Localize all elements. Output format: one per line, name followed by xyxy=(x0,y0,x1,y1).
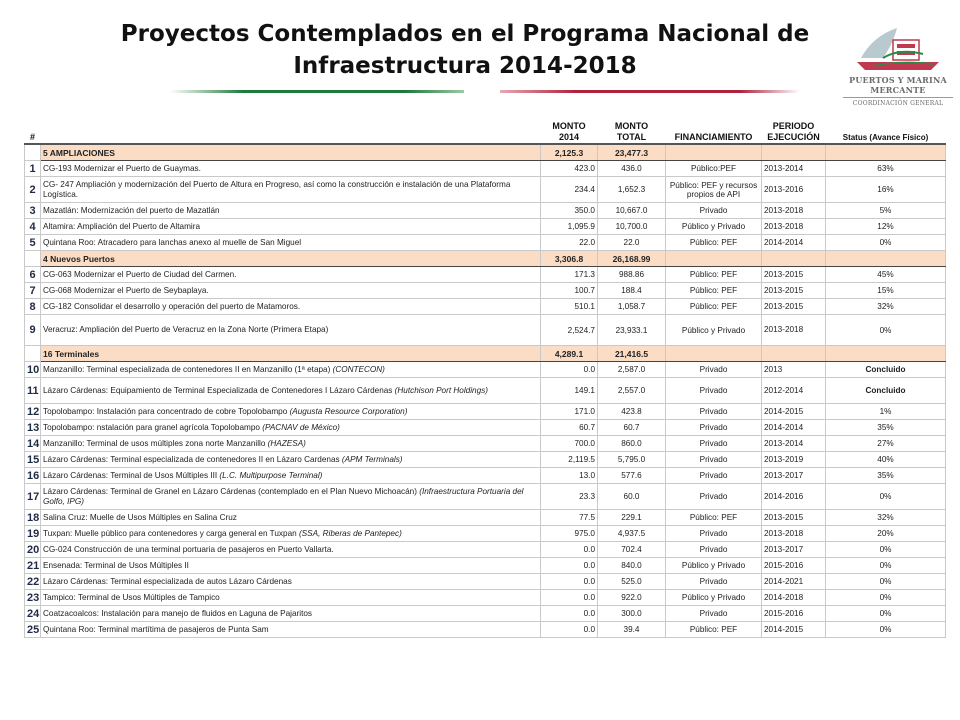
financiamiento-cell: Privado xyxy=(666,420,762,436)
table-header-row xyxy=(25,113,946,144)
monto-total-cell: 60.7 xyxy=(598,420,666,436)
financiamiento-cell: Público y Privado xyxy=(666,315,762,346)
section-monto-2014: 3,306.8 xyxy=(541,251,598,267)
row-number: 23 xyxy=(25,590,41,606)
project-note: (HAZESA) xyxy=(267,438,306,448)
title-line-1: Proyectos Contemplados en el Programa Nacional de xyxy=(120,21,810,47)
section-num-cell xyxy=(25,346,41,362)
project-name xyxy=(41,161,541,177)
status-cell: 20% xyxy=(826,526,946,542)
status-cell: Concluido xyxy=(826,378,946,404)
monto-total-cell: 10,700.0 xyxy=(598,219,666,235)
monto-total-cell: 10,667.0 xyxy=(598,203,666,219)
header-financiamiento: FINANCIAMIENTO xyxy=(666,113,762,144)
status-cell: 35% xyxy=(826,468,946,484)
row-number: 19 xyxy=(25,526,41,542)
section-header-row xyxy=(25,346,946,362)
row-number: 15 xyxy=(25,452,41,468)
project-text: Mazatlán: Modernización del puerto de Mazatlán xyxy=(43,205,220,215)
table-row xyxy=(25,203,946,219)
monto-total-cell: 1,058.7 xyxy=(598,299,666,315)
project-text: Ensenada: Terminal de Usos Múltiples II xyxy=(43,560,189,570)
table-row xyxy=(25,404,946,420)
financiamiento-cell: Privado xyxy=(666,452,762,468)
monto-total-cell: 702.4 xyxy=(598,542,666,558)
project-name xyxy=(41,436,541,452)
projects-table xyxy=(24,113,946,638)
status-cell: 0% xyxy=(826,606,946,622)
status-cell: 0% xyxy=(826,542,946,558)
project-name xyxy=(41,468,541,484)
row-number: 24 xyxy=(25,606,41,622)
monto-total-cell: 5,795.0 xyxy=(598,452,666,468)
monto-2014-cell: 100.7 xyxy=(541,283,598,299)
project-text: Topolobampo: Instalación para concentrado de cobre Topolobampo xyxy=(43,406,290,416)
financiamiento-cell: Público y Privado xyxy=(666,558,762,574)
financiamiento-cell: Público: PEF xyxy=(666,235,762,251)
project-note: (APM Terminals) xyxy=(341,454,403,464)
periodo-cell: 2015-2016 xyxy=(762,606,826,622)
project-text: Quintana Roo: Atracadero para lanchas anexo al muelle de San Miguel xyxy=(43,237,302,247)
periodo-cell: 2013-2015 xyxy=(762,510,826,526)
periodo-cell: 2013-2015 xyxy=(762,267,826,283)
table-row xyxy=(25,510,946,526)
row-number: 7 xyxy=(25,283,41,299)
section-empty-cell xyxy=(826,144,946,161)
status-cell: 0% xyxy=(826,574,946,590)
periodo-cell: 2013-2017 xyxy=(762,468,826,484)
project-text: CG-068 Modernizar el Puerto de Seybaplaya. xyxy=(43,285,209,295)
financiamiento-cell: Público y Privado xyxy=(666,590,762,606)
project-name xyxy=(41,362,541,378)
status-cell: 16% xyxy=(826,177,946,203)
periodo-cell: 2015-2016 xyxy=(762,558,826,574)
monto-2014-cell: 975.0 xyxy=(541,526,598,542)
project-name xyxy=(41,404,541,420)
row-number: 18 xyxy=(25,510,41,526)
financiamiento-cell: Público: PEF xyxy=(666,267,762,283)
table-row xyxy=(25,436,946,452)
table-row xyxy=(25,378,946,404)
monto-total-cell: 436.0 xyxy=(598,161,666,177)
section-header-row xyxy=(25,144,946,161)
header-status: Status (Avance Físico) xyxy=(826,113,946,144)
project-name xyxy=(41,510,541,526)
project-note: (PACNAV de México) xyxy=(262,422,340,432)
monto-2014-cell: 234.4 xyxy=(541,177,598,203)
table-row xyxy=(25,558,946,574)
project-name xyxy=(41,299,541,315)
status-cell: 0% xyxy=(826,235,946,251)
monto-2014-cell: 60.7 xyxy=(541,420,598,436)
periodo-cell: 2013-2018 xyxy=(762,203,826,219)
section-num-cell xyxy=(25,251,41,267)
monto-total-cell: 922.0 xyxy=(598,590,666,606)
status-cell: 40% xyxy=(826,452,946,468)
status-cell: 15% xyxy=(826,283,946,299)
periodo-cell: 2014-2018 xyxy=(762,590,826,606)
project-name xyxy=(41,235,541,251)
header-monto-2014: MONTO 2014 xyxy=(541,113,598,144)
logo-text-3: COORDINACIÓN GENERAL xyxy=(843,97,953,107)
row-number: 10 xyxy=(25,362,41,378)
table-row xyxy=(25,299,946,315)
table-row xyxy=(25,235,946,251)
financiamiento-cell: Privado xyxy=(666,404,762,420)
periodo-cell: 2012-2014 xyxy=(762,378,826,404)
section-empty-cell xyxy=(666,251,762,267)
project-name xyxy=(41,177,541,203)
periodo-cell: 2014-2021 xyxy=(762,574,826,590)
financiamiento-cell: Público: PEF xyxy=(666,283,762,299)
monto-total-cell: 423.8 xyxy=(598,404,666,420)
section-monto-2014: 2,125.3 xyxy=(541,144,598,161)
row-number: 17 xyxy=(25,484,41,510)
monto-2014-cell: 2,524.7 xyxy=(541,315,598,346)
table-row xyxy=(25,420,946,436)
project-text: Tampico: Terminal de Usos Múltiples de Tampico xyxy=(43,592,220,602)
table-row xyxy=(25,315,946,346)
periodo-cell: 2013-2018 xyxy=(762,219,826,235)
project-name xyxy=(41,542,541,558)
periodo-cell: 2013-2017 xyxy=(762,542,826,558)
logo-text-1: PUERTOS Y MARINA xyxy=(849,75,947,85)
financiamiento-cell: Público: PEF xyxy=(666,299,762,315)
project-note: (L.C. Multipurpose Terminal) xyxy=(219,470,323,480)
row-number: 6 xyxy=(25,267,41,283)
project-text: Lázaro Cárdenas: Terminal especializada de contenedores II en Lázaro Cardenas xyxy=(43,454,342,464)
financiamiento-cell: Público y Privado xyxy=(666,219,762,235)
table-row xyxy=(25,526,946,542)
monto-total-cell: 860.0 xyxy=(598,436,666,452)
monto-total-cell: 2,557.0 xyxy=(598,378,666,404)
monto-total-cell: 577.6 xyxy=(598,468,666,484)
monto-total-cell: 300.0 xyxy=(598,606,666,622)
row-number: 12 xyxy=(25,404,41,420)
monto-total-cell: 2,587.0 xyxy=(598,362,666,378)
status-cell: 0% xyxy=(826,590,946,606)
status-cell: 32% xyxy=(826,510,946,526)
project-name xyxy=(41,283,541,299)
monto-2014-cell: 423.0 xyxy=(541,161,598,177)
periodo-cell: 2013-2016 xyxy=(762,177,826,203)
project-text: Lázaro Cárdenas: Terminal de Usos Múltiples III xyxy=(43,470,220,480)
project-text: Manzanillo: Terminal de usos múltiples zona norte Manzanillo xyxy=(43,438,268,448)
row-number: 3 xyxy=(25,203,41,219)
section-title: 4 Nuevos Puertos xyxy=(41,251,541,267)
row-number: 4 xyxy=(25,219,41,235)
project-text: Veracruz: Ampliación del Puerto de Veracruz en la Zona Norte (Primera Etapa) xyxy=(43,325,329,334)
section-empty-cell xyxy=(666,346,762,362)
status-cell: 35% xyxy=(826,420,946,436)
status-cell: 12% xyxy=(826,219,946,235)
table-row xyxy=(25,362,946,378)
status-cell: Concluido xyxy=(826,362,946,378)
financiamiento-cell: Privado xyxy=(666,484,762,510)
section-empty-cell xyxy=(762,144,826,161)
project-name xyxy=(41,606,541,622)
monto-total-cell: 60.0 xyxy=(598,484,666,510)
table-row xyxy=(25,177,946,203)
project-text: Salina Cruz: Muelle de Usos Múltiples en Salina Cruz xyxy=(43,512,237,522)
financiamiento-cell: Privado xyxy=(666,574,762,590)
project-text: Tuxpan: Muelle público para contenedores y carga general en Tuxpan xyxy=(43,528,299,538)
row-number: 9 xyxy=(25,315,41,346)
table-row xyxy=(25,468,946,484)
financiamiento-cell: Público: PEF y recursos propios de API xyxy=(666,177,762,203)
monto-2014-cell: 13.0 xyxy=(541,468,598,484)
section-empty-cell xyxy=(826,251,946,267)
financiamiento-cell: Privado xyxy=(666,468,762,484)
table-row xyxy=(25,219,946,235)
monto-total-cell: 525.0 xyxy=(598,574,666,590)
project-name xyxy=(41,526,541,542)
header-proyecto xyxy=(41,113,541,144)
project-note: (CONTECON) xyxy=(332,364,385,374)
row-number: 11 xyxy=(25,378,41,404)
table-row xyxy=(25,484,946,510)
monto-total-cell: 4,937.5 xyxy=(598,526,666,542)
project-name xyxy=(41,452,541,468)
section-monto-total: 26,168.99 xyxy=(598,251,666,267)
financiamiento-cell: Privado xyxy=(666,542,762,558)
periodo-cell: 2013-2015 xyxy=(762,299,826,315)
status-cell: 63% xyxy=(826,161,946,177)
project-text: CG-063 Modernizar el Puerto de Ciudad del Carmen. xyxy=(43,269,237,279)
periodo-cell: 2013-2018 xyxy=(762,315,826,346)
table-row xyxy=(25,267,946,283)
section-title: 5 AMPLIACIONES xyxy=(41,144,541,161)
section-empty-cell xyxy=(762,251,826,267)
monto-total-cell: 1,652.3 xyxy=(598,177,666,203)
periodo-cell: 2013 xyxy=(762,362,826,378)
red-divider xyxy=(500,90,800,93)
financiamiento-cell: Público:PEF xyxy=(666,161,762,177)
status-cell: 32% xyxy=(826,299,946,315)
table-row xyxy=(25,606,946,622)
monto-2014-cell: 510.1 xyxy=(541,299,598,315)
table-row xyxy=(25,161,946,177)
periodo-cell: 2014-2015 xyxy=(762,404,826,420)
project-text: Topolobampo: nstalación para granel agrícola Topolobampo xyxy=(43,422,263,432)
table-row xyxy=(25,590,946,606)
project-note: (Hutchison Port Holdings) xyxy=(394,385,488,395)
row-number: 5 xyxy=(25,235,41,251)
monto-2014-cell: 0.0 xyxy=(541,542,598,558)
project-name xyxy=(41,203,541,219)
table-row xyxy=(25,283,946,299)
project-name xyxy=(41,484,541,510)
table-row xyxy=(25,452,946,468)
project-text: CG-193 Modernizar el Puerto de Guaymas. xyxy=(43,163,201,173)
monto-total-cell: 22.0 xyxy=(598,235,666,251)
monto-2014-cell: 0.0 xyxy=(541,606,598,622)
monto-2014-cell: 171.3 xyxy=(541,267,598,283)
monto-2014-cell: 0.0 xyxy=(541,590,598,606)
monto-2014-cell: 700.0 xyxy=(541,436,598,452)
monto-total-cell: 188.4 xyxy=(598,283,666,299)
ship-logo-icon xyxy=(853,18,943,74)
monto-2014-cell: 77.5 xyxy=(541,510,598,526)
project-text: Lázaro Cárdenas: Terminal especializada de autos Lázaro Cárdenas xyxy=(43,576,292,586)
table-row xyxy=(25,574,946,590)
monto-2014-cell: 0.0 xyxy=(541,558,598,574)
puertos-logo xyxy=(843,18,953,108)
status-cell: 0% xyxy=(826,315,946,346)
project-note: (Infraestructura Portuaria del Golfo, IPG) xyxy=(43,486,524,506)
logo-text-2: MERCANTE xyxy=(870,85,926,95)
project-text: CG- 247 Ampliación y modernización del Puerto de Altura en Progreso, así como la construcción e instalación de una Plataforma Logística. xyxy=(43,179,511,199)
project-name xyxy=(41,315,541,346)
monto-2014-cell: 0.0 xyxy=(541,574,598,590)
project-text: Lázaro Cárdenas: Terminal de Granel en Lázaro Cárdenas (contemplado en el Plan Nuevo Michoacán) xyxy=(43,486,420,496)
monto-2014-cell: 0.0 xyxy=(541,362,598,378)
row-number: 25 xyxy=(25,622,41,638)
header-num: # xyxy=(25,113,41,144)
status-cell: 0% xyxy=(826,622,946,638)
row-number: 22 xyxy=(25,574,41,590)
project-name xyxy=(41,622,541,638)
status-cell: 5% xyxy=(826,203,946,219)
row-number: 1 xyxy=(25,161,41,177)
row-number: 16 xyxy=(25,468,41,484)
section-empty-cell xyxy=(666,144,762,161)
project-text: Manzanillo: Terminal especializada de contenedores II en Manzanillo (1ª etapa) xyxy=(43,364,333,374)
status-cell: 45% xyxy=(826,267,946,283)
periodo-cell: 2013-2019 xyxy=(762,452,826,468)
periodo-cell: 2013-2014 xyxy=(762,161,826,177)
financiamiento-cell: Público: PEF xyxy=(666,510,762,526)
financiamiento-cell: Privado xyxy=(666,526,762,542)
periodo-cell: 2014-2015 xyxy=(762,622,826,638)
section-monto-total: 21,416.5 xyxy=(598,346,666,362)
project-text: Altamira: Ampliación del Puerto de Altamira xyxy=(43,221,201,231)
financiamiento-cell: Privado xyxy=(666,378,762,404)
monto-2014-cell: 22.0 xyxy=(541,235,598,251)
section-monto-total: 23,477.3 xyxy=(598,144,666,161)
row-number: 14 xyxy=(25,436,41,452)
project-name xyxy=(41,378,541,404)
title-line-2: Infraestructura 2014-2018 xyxy=(293,53,637,79)
project-text: CG-024 Construcción de una terminal portuaria de pasajeros en Puerto Vallarta. xyxy=(43,544,334,554)
table-row xyxy=(25,542,946,558)
monto-2014-cell: 149.1 xyxy=(541,378,598,404)
monto-2014-cell: 0.0 xyxy=(541,622,598,638)
monto-total-cell: 840.0 xyxy=(598,558,666,574)
financiamiento-cell: Privado xyxy=(666,362,762,378)
section-num-cell xyxy=(25,144,41,161)
monto-total-cell: 229.1 xyxy=(598,510,666,526)
project-text: Coatzacoalcos: Instalación para manejo de fluidos en Laguna de Pajaritos xyxy=(43,608,312,618)
row-number: 2 xyxy=(25,177,41,203)
row-number: 8 xyxy=(25,299,41,315)
row-number: 13 xyxy=(25,420,41,436)
periodo-cell: 2014-2014 xyxy=(762,420,826,436)
project-name xyxy=(41,267,541,283)
table-row xyxy=(25,622,946,638)
project-name xyxy=(41,590,541,606)
section-monto-2014: 4,289.1 xyxy=(541,346,598,362)
section-empty-cell xyxy=(762,346,826,362)
monto-total-cell: 988.86 xyxy=(598,267,666,283)
section-title: 16 Terminales xyxy=(41,346,541,362)
header-monto-total: MONTO TOTAL xyxy=(598,113,666,144)
periodo-cell: 2014-2016 xyxy=(762,484,826,510)
row-number: 21 xyxy=(25,558,41,574)
status-cell: 0% xyxy=(826,558,946,574)
status-cell: 0% xyxy=(826,484,946,510)
header-periodo: PERIODO EJECUCIÓN xyxy=(762,113,826,144)
project-name xyxy=(41,219,541,235)
green-divider xyxy=(170,90,464,93)
periodo-cell: 2013-2014 xyxy=(762,436,826,452)
monto-2014-cell: 350.0 xyxy=(541,203,598,219)
project-text: Quintana Roo: Terminal martítima de pasajeros de Punta Sam xyxy=(43,624,269,634)
project-note: (Augusta Resource Corporation) xyxy=(289,406,408,416)
project-name xyxy=(41,574,541,590)
monto-2014-cell: 1,095.9 xyxy=(541,219,598,235)
project-text: Lázaro Cárdenas: Equipamiento de Terminal Especializada de Contenedores I Lázaro Cárdenas xyxy=(43,385,395,395)
status-cell: 27% xyxy=(826,436,946,452)
financiamiento-cell: Privado xyxy=(666,203,762,219)
monto-2014-cell: 23.3 xyxy=(541,484,598,510)
periodo-cell: 2013-2015 xyxy=(762,283,826,299)
financiamiento-cell: Privado xyxy=(666,436,762,452)
row-number: 20 xyxy=(25,542,41,558)
project-name xyxy=(41,558,541,574)
periodo-cell: 2013-2018 xyxy=(762,526,826,542)
status-cell: 1% xyxy=(826,404,946,420)
monto-2014-cell: 2,119.5 xyxy=(541,452,598,468)
monto-total-cell: 23,933.1 xyxy=(598,315,666,346)
page-title xyxy=(70,18,860,82)
section-header-row xyxy=(25,251,946,267)
project-note: (SSA, Riberas de Pantepec) xyxy=(298,528,402,538)
project-name xyxy=(41,420,541,436)
monto-total-cell: 39.4 xyxy=(598,622,666,638)
financiamiento-cell: Privado xyxy=(666,606,762,622)
section-empty-cell xyxy=(826,346,946,362)
financiamiento-cell: Público: PEF xyxy=(666,622,762,638)
project-text: CG-182 Consolidar el desarrollo y operación del puerto de Matamoros. xyxy=(43,301,301,311)
periodo-cell: 2014-2014 xyxy=(762,235,826,251)
monto-2014-cell: 171.0 xyxy=(541,404,598,420)
